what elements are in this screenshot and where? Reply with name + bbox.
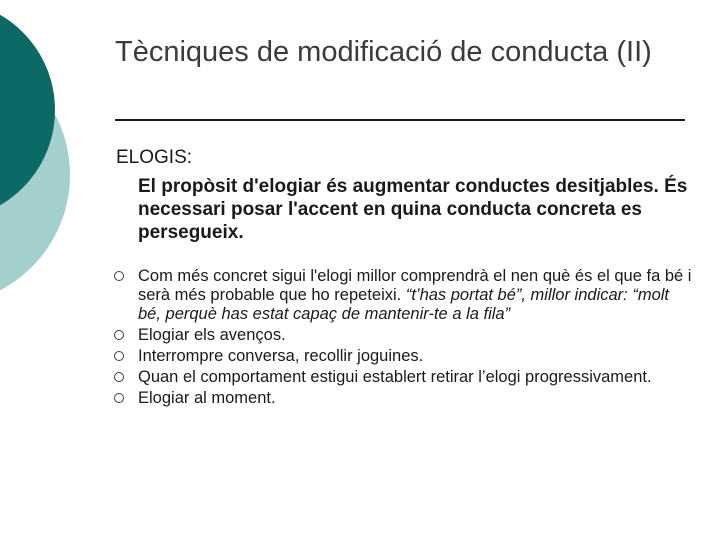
slide-title: Tècniques de modificació de conducta (II) [115, 36, 652, 68]
bullet-circle-icon [114, 330, 124, 340]
bullet-text: Com més concret sigui l'elogi millor comprendrà el nen què és el que fa bé i serà més probable que ho repeteixi. [138, 267, 692, 304]
intro-paragraph: El propòsit d'elogiar és augmentar conductes desitjables. És necessari posar l'accent en quina conducta concreta es persegueix. [138, 176, 688, 243]
decorative-circles [0, 0, 80, 300]
bullet-circle-icon [114, 351, 124, 361]
section-heading-label: ELOGIS [116, 147, 187, 168]
bullet-item [112, 368, 692, 387]
bullet-text: Interrompre conversa, recollir joguines. [138, 347, 424, 365]
bullet-circle-icon [114, 372, 124, 382]
bullet-italic-example: “t’has portat bé”, millor indicar: “molt bé, perquè has estat capaç de mantenir-te a la fila” [138, 286, 669, 323]
bullet-item [112, 267, 692, 324]
bullet-item [112, 389, 692, 408]
bullet-item [112, 326, 692, 345]
bullet-text: Elogiar els avenços. [138, 326, 286, 344]
bullet-circle-icon [114, 393, 124, 403]
section-heading [116, 146, 192, 170]
title-divider [115, 119, 685, 121]
bullet-text: Quan el comportament estigui establert retirar l’elogi progressivament. [138, 368, 652, 386]
bullet-circle-icon [114, 271, 124, 281]
bullet-text: Elogiar al moment. [138, 389, 276, 407]
bullet-item [112, 347, 692, 366]
section-heading-colon: : [186, 147, 193, 168]
bullet-list [112, 267, 692, 410]
